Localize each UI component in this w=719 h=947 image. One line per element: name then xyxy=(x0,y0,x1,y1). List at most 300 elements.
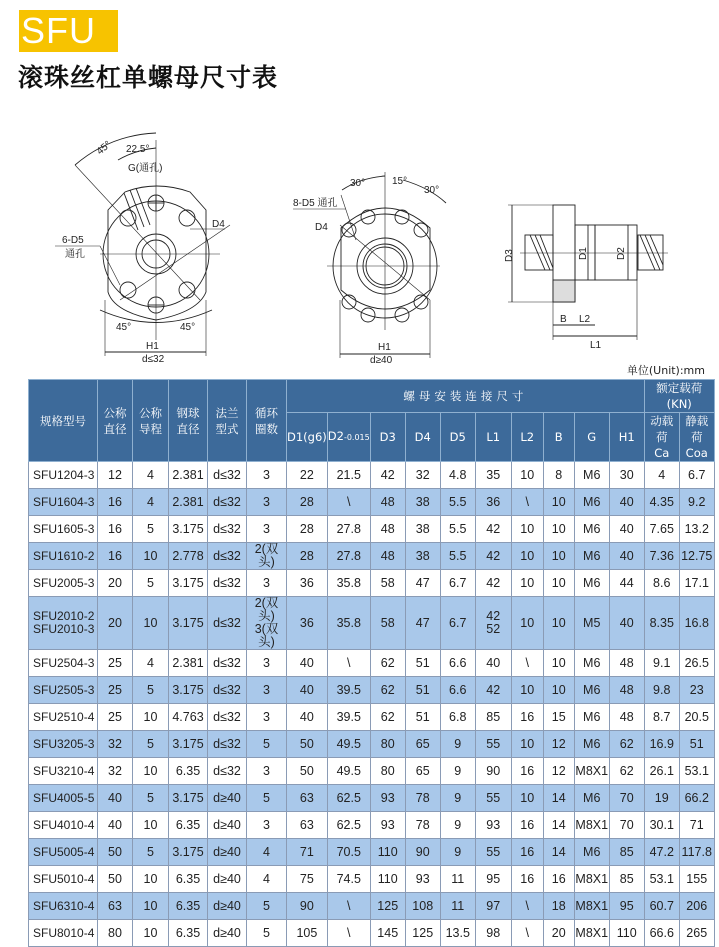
table-cell: 78 xyxy=(405,785,440,812)
table-cell: 25 xyxy=(98,677,133,704)
label-angle-45: 45° xyxy=(94,139,114,158)
header-d1: D1(g6) xyxy=(287,413,328,462)
technical-drawings xyxy=(0,115,719,370)
table-cell: 10 xyxy=(543,516,574,543)
table-cell: 6.7 xyxy=(440,570,475,597)
table-cell: 11 xyxy=(440,866,475,893)
table-cell: 16 xyxy=(511,704,543,731)
svg-text:6-D5: 6-D5 xyxy=(62,235,84,246)
table-cell: 97 xyxy=(475,893,511,920)
table-cell: 35.8 xyxy=(327,570,370,597)
page-title: 滚珠丝杠单螺母尺寸表 xyxy=(18,63,279,92)
table-cell: 58 xyxy=(370,597,405,650)
table-cell: d≤32 xyxy=(208,650,247,677)
table-cell: 12 xyxy=(543,731,574,758)
svg-text:22.5°: 22.5° xyxy=(126,144,150,155)
table-cell: 20 xyxy=(98,570,133,597)
model-cell: SFU4010-4 xyxy=(29,812,98,839)
model-cell: SFU8010-4 xyxy=(29,920,98,947)
table-cell: 38 xyxy=(405,516,440,543)
svg-text:H1: H1 xyxy=(378,342,391,353)
header-nut-group: 螺母安装连接尺寸 xyxy=(287,380,645,413)
table-cell: M8X1 xyxy=(574,893,609,920)
svg-text:D3: D3 xyxy=(504,249,515,262)
table-cell: 4 xyxy=(247,866,287,893)
model-cell: SFU6310-4 xyxy=(29,893,98,920)
model-cell: SFU5010-4 xyxy=(29,866,98,893)
table-cell: 65 xyxy=(405,731,440,758)
header-g: G xyxy=(574,413,609,462)
table-cell: 9 xyxy=(440,812,475,839)
header-b: B xyxy=(543,413,574,462)
table-cell: 11 xyxy=(440,893,475,920)
table-cell: 5 xyxy=(133,839,169,866)
table-cell: 27.8 xyxy=(327,516,370,543)
table-cell: 47 xyxy=(405,570,440,597)
table-row xyxy=(29,516,715,543)
table-row xyxy=(29,704,715,731)
table-cell: 62 xyxy=(609,731,644,758)
table-cell: 4 xyxy=(133,489,169,516)
table-row xyxy=(29,597,715,650)
table-cell: 70 xyxy=(609,812,644,839)
table-cell: 26.5 xyxy=(679,650,714,677)
table-cell: 3 xyxy=(247,677,287,704)
table-cell: 30 xyxy=(609,462,644,489)
table-cell: 6.7 xyxy=(679,462,714,489)
table-cell: 14 xyxy=(543,812,574,839)
table-cell: d≤32 xyxy=(208,543,247,570)
table-cell: 4.8 xyxy=(440,462,475,489)
table-cell: 39.5 xyxy=(327,677,370,704)
table-cell: 90 xyxy=(287,893,328,920)
table-cell: 40 xyxy=(287,704,328,731)
table-cell: 55 xyxy=(475,785,511,812)
table-cell: 265 xyxy=(679,920,714,947)
table-cell: 36 xyxy=(287,597,328,650)
table-cell: 14 xyxy=(543,785,574,812)
table-cell: 10 xyxy=(133,597,169,650)
table-cell: 6.35 xyxy=(169,758,208,785)
table-cell: 4 xyxy=(644,462,679,489)
table-cell: 93 xyxy=(370,812,405,839)
table-cell: 5 xyxy=(133,731,169,758)
table-row xyxy=(29,677,715,704)
table-cell: M6 xyxy=(574,489,609,516)
table-cell: 3 xyxy=(247,650,287,677)
table-cell: 48 xyxy=(609,650,644,677)
table-cell: 155 xyxy=(679,866,714,893)
table-cell: 25 xyxy=(98,704,133,731)
table-cell: 3 xyxy=(247,570,287,597)
table-cell: 10 xyxy=(511,731,543,758)
model-cell: SFU3205-3 xyxy=(29,731,98,758)
table-cell: \ xyxy=(511,489,543,516)
model-cell: SFU5005-4 xyxy=(29,839,98,866)
table-cell: M6 xyxy=(574,650,609,677)
table-cell: 5.5 xyxy=(440,516,475,543)
table-cell: 95 xyxy=(475,866,511,893)
table-cell: 4 xyxy=(247,839,287,866)
table-cell: 6.35 xyxy=(169,812,208,839)
svg-text:30°: 30° xyxy=(350,178,366,189)
table-cell: d≤32 xyxy=(208,704,247,731)
header-d3: D3 xyxy=(370,413,405,462)
table-cell: 20 xyxy=(98,597,133,650)
table-cell: 5 xyxy=(247,920,287,947)
table-cell: 32 xyxy=(98,731,133,758)
spec-table-body xyxy=(29,462,715,947)
table-cell: 62.5 xyxy=(327,812,370,839)
table-cell: d≤32 xyxy=(208,489,247,516)
table-cell: 16.9 xyxy=(644,731,679,758)
table-cell: 40 xyxy=(287,650,328,677)
table-cell: 10 xyxy=(133,543,169,570)
table-cell: 71 xyxy=(679,812,714,839)
table-cell: 62.5 xyxy=(327,785,370,812)
table-cell: 16 xyxy=(511,812,543,839)
table-cell: 3 xyxy=(247,704,287,731)
table-cell: 40 xyxy=(609,489,644,516)
table-cell: 80 xyxy=(370,731,405,758)
table-cell: 93 xyxy=(475,812,511,839)
header-coa: 静载荷 Coa xyxy=(679,413,714,462)
table-cell: d≤32 xyxy=(208,462,247,489)
table-cell: 2.381 xyxy=(169,650,208,677)
model-cell: SFU2005-3 xyxy=(29,570,98,597)
table-cell: 51 xyxy=(679,731,714,758)
model-cell: SFU1604-3 xyxy=(29,489,98,516)
svg-text:D1: D1 xyxy=(578,247,589,260)
table-cell: 5 xyxy=(133,785,169,812)
table-cell: 50 xyxy=(98,866,133,893)
table-cell: 10 xyxy=(511,677,543,704)
table-cell: 5 xyxy=(133,677,169,704)
table-cell: 3 xyxy=(247,489,287,516)
svg-text:30°: 30° xyxy=(424,185,440,196)
table-cell: 20.5 xyxy=(679,704,714,731)
table-cell: 6.35 xyxy=(169,893,208,920)
table-cell: 7.36 xyxy=(644,543,679,570)
table-cell: 39.5 xyxy=(327,704,370,731)
table-cell: d≤32 xyxy=(208,758,247,785)
table-cell: d≥40 xyxy=(208,866,247,893)
header-ball-dia: 钢球 直径 xyxy=(169,380,208,462)
table-cell: 20 xyxy=(543,920,574,947)
table-cell: 40 xyxy=(609,597,644,650)
table-cell: 19 xyxy=(644,785,679,812)
table-cell: 2(双头) xyxy=(247,543,287,570)
table-cell: 17.1 xyxy=(679,570,714,597)
table-cell: \ xyxy=(327,920,370,947)
table-cell: 2(双头) 3(双头) xyxy=(247,597,287,650)
table-cell: 48 xyxy=(609,677,644,704)
table-cell: 62 xyxy=(370,650,405,677)
table-cell: 40 xyxy=(287,677,328,704)
table-cell: 60.7 xyxy=(644,893,679,920)
table-cell: 40 xyxy=(475,650,511,677)
header-nominal-dia: 公称 直径 xyxy=(98,380,133,462)
table-cell: 10 xyxy=(133,704,169,731)
table-cell: 13.5 xyxy=(440,920,475,947)
table-row xyxy=(29,866,715,893)
table-cell: M8X1 xyxy=(574,812,609,839)
table-cell: 9 xyxy=(440,731,475,758)
table-cell: 4.35 xyxy=(644,489,679,516)
table-cell: 117.8 xyxy=(679,839,714,866)
model-cell: SFU2504-3 xyxy=(29,650,98,677)
table-cell: 3 xyxy=(247,516,287,543)
table-cell: 10 xyxy=(511,597,543,650)
table-cell: 85 xyxy=(475,704,511,731)
table-cell: 85 xyxy=(609,866,644,893)
table-cell: 22 xyxy=(287,462,328,489)
table-cell: 38 xyxy=(405,543,440,570)
svg-text:45°: 45° xyxy=(180,322,196,333)
table-cell: 3.175 xyxy=(169,677,208,704)
table-cell: 16.8 xyxy=(679,597,714,650)
table-cell: 10 xyxy=(133,866,169,893)
table-cell: M6 xyxy=(574,516,609,543)
model-cell: SFU2010-2 SFU2010-3 xyxy=(29,597,98,650)
table-cell: 6.6 xyxy=(440,677,475,704)
table-cell: \ xyxy=(327,489,370,516)
header-d5: D5 xyxy=(440,413,475,462)
table-cell: 8.6 xyxy=(644,570,679,597)
table-cell: 35.8 xyxy=(327,597,370,650)
model-cell: SFU1605-3 xyxy=(29,516,98,543)
table-cell: 42 xyxy=(475,516,511,543)
table-cell: 10 xyxy=(511,570,543,597)
header-lead: 公称 导程 xyxy=(133,380,169,462)
table-cell: 48 xyxy=(609,704,644,731)
table-cell: 95 xyxy=(609,893,644,920)
table-cell: 66.2 xyxy=(679,785,714,812)
table-cell: d≤32 xyxy=(208,570,247,597)
table-cell: M6 xyxy=(574,785,609,812)
table-cell: 62 xyxy=(609,758,644,785)
table-cell: 10 xyxy=(133,920,169,947)
svg-text:D2: D2 xyxy=(616,247,627,260)
brand-badge: SFU xyxy=(19,10,118,52)
table-cell: 40 xyxy=(609,543,644,570)
table-cell: 12.75 xyxy=(679,543,714,570)
table-cell: d≤32 xyxy=(208,597,247,650)
table-cell: 6.35 xyxy=(169,866,208,893)
table-cell: \ xyxy=(511,920,543,947)
table-cell: 42 xyxy=(475,677,511,704)
table-cell: 8 xyxy=(543,462,574,489)
table-cell: 50 xyxy=(287,758,328,785)
table-cell: 90 xyxy=(475,758,511,785)
svg-text:d≥40: d≥40 xyxy=(370,355,393,366)
table-cell: 105 xyxy=(287,920,328,947)
table-cell: 2.381 xyxy=(169,489,208,516)
table-cell: 70.5 xyxy=(327,839,370,866)
table-cell: 6.8 xyxy=(440,704,475,731)
table-cell: 32 xyxy=(405,462,440,489)
table-cell: 8.35 xyxy=(644,597,679,650)
table-cell: 3 xyxy=(247,462,287,489)
model-cell: SFU1610-2 xyxy=(29,543,98,570)
header-l2: L2 xyxy=(511,413,543,462)
table-cell: M6 xyxy=(574,570,609,597)
table-cell: d≥40 xyxy=(208,839,247,866)
table-cell: 13.2 xyxy=(679,516,714,543)
table-cell: 6.6 xyxy=(440,650,475,677)
table-cell: 110 xyxy=(370,839,405,866)
table-cell: 40 xyxy=(98,812,133,839)
table-cell: 14 xyxy=(543,839,574,866)
table-cell: 63 xyxy=(287,785,328,812)
table-cell: 4 xyxy=(133,650,169,677)
table-cell: 48 xyxy=(370,489,405,516)
table-cell: 5 xyxy=(247,731,287,758)
table-cell: 63 xyxy=(98,893,133,920)
table-row xyxy=(29,543,715,570)
table-cell: M8X1 xyxy=(574,866,609,893)
svg-text:d≤32: d≤32 xyxy=(142,354,165,365)
table-cell: 3.175 xyxy=(169,570,208,597)
table-cell: 9 xyxy=(440,839,475,866)
table-cell: M6 xyxy=(574,677,609,704)
table-cell: 16 xyxy=(98,543,133,570)
table-cell: 90 xyxy=(405,839,440,866)
table-cell: 32 xyxy=(98,758,133,785)
table-cell: 27.8 xyxy=(327,543,370,570)
table-cell: 50 xyxy=(98,839,133,866)
table-cell: 44 xyxy=(609,570,644,597)
table-cell: 26.1 xyxy=(644,758,679,785)
table-cell: 10 xyxy=(133,758,169,785)
table-cell: 51 xyxy=(405,677,440,704)
table-cell: 16 xyxy=(98,516,133,543)
table-cell: 10 xyxy=(133,893,169,920)
table-cell: 12 xyxy=(543,758,574,785)
table-cell: 98 xyxy=(475,920,511,947)
table-cell: 10 xyxy=(543,543,574,570)
table-cell: 62 xyxy=(370,704,405,731)
table-cell: \ xyxy=(511,893,543,920)
table-cell: 25 xyxy=(98,650,133,677)
table-cell: 62 xyxy=(370,677,405,704)
table-cell: 48 xyxy=(370,516,405,543)
flange-drawing-large xyxy=(293,172,446,366)
table-cell: 71 xyxy=(287,839,328,866)
nut-side-view xyxy=(504,205,668,351)
table-cell: 10 xyxy=(543,597,574,650)
table-cell: 36 xyxy=(287,570,328,597)
table-row xyxy=(29,650,715,677)
svg-text:8-D5 通孔: 8-D5 通孔 xyxy=(293,198,338,209)
header-l1: L1 xyxy=(475,413,511,462)
table-cell: 42 xyxy=(475,543,511,570)
table-cell: M8X1 xyxy=(574,920,609,947)
table-cell: d≥40 xyxy=(208,812,247,839)
table-cell: 125 xyxy=(405,920,440,947)
table-cell: 55 xyxy=(475,839,511,866)
table-cell: 63 xyxy=(287,812,328,839)
header-ca: 动载荷 Ca xyxy=(644,413,679,462)
table-cell: 23 xyxy=(679,677,714,704)
table-cell: 8.7 xyxy=(644,704,679,731)
header-d4: D4 xyxy=(405,413,440,462)
table-cell: 38 xyxy=(405,489,440,516)
table-row xyxy=(29,758,715,785)
table-cell: 42 xyxy=(370,462,405,489)
model-cell: SFU2510-4 xyxy=(29,704,98,731)
table-cell: 3.175 xyxy=(169,597,208,650)
table-cell: 108 xyxy=(405,893,440,920)
table-cell: 206 xyxy=(679,893,714,920)
table-cell: M6 xyxy=(574,839,609,866)
table-cell: 9 xyxy=(440,785,475,812)
table-row xyxy=(29,489,715,516)
table-cell: 65 xyxy=(405,758,440,785)
table-cell: 9 xyxy=(440,758,475,785)
table-cell: \ xyxy=(327,650,370,677)
header-load-group: 额定载荷(KN) xyxy=(644,380,714,413)
table-cell: 9.2 xyxy=(679,489,714,516)
table-cell: d≤32 xyxy=(208,731,247,758)
table-cell: 93 xyxy=(370,785,405,812)
table-row xyxy=(29,785,715,812)
table-cell: \ xyxy=(511,650,543,677)
table-cell: 40 xyxy=(609,516,644,543)
table-cell: 47.2 xyxy=(644,839,679,866)
svg-text:D4: D4 xyxy=(212,219,225,230)
table-cell: 58 xyxy=(370,570,405,597)
table-cell: d≤32 xyxy=(208,677,247,704)
header-circuits: 循环 圈数 xyxy=(247,380,287,462)
table-cell: d≥40 xyxy=(208,920,247,947)
table-cell: 18 xyxy=(543,893,574,920)
table-cell: 16 xyxy=(543,866,574,893)
svg-text:L1: L1 xyxy=(590,340,602,351)
table-cell: 35 xyxy=(475,462,511,489)
table-row xyxy=(29,812,715,839)
table-cell: 145 xyxy=(370,920,405,947)
table-cell: 30.1 xyxy=(644,812,679,839)
table-cell: 10 xyxy=(133,812,169,839)
table-cell: 28 xyxy=(287,516,328,543)
table-cell: 110 xyxy=(370,866,405,893)
table-cell: 80 xyxy=(370,758,405,785)
table-cell: 51 xyxy=(405,650,440,677)
table-cell: d≥40 xyxy=(208,785,247,812)
header-flange: 法兰 型式 xyxy=(208,380,247,462)
model-cell: SFU4005-5 xyxy=(29,785,98,812)
svg-text:B: B xyxy=(560,314,567,325)
table-cell: 51 xyxy=(405,704,440,731)
table-cell: 16 xyxy=(98,489,133,516)
table-cell: 10 xyxy=(511,462,543,489)
unit-note: 单位(Unit):mm xyxy=(626,364,705,377)
table-cell: 10 xyxy=(543,489,574,516)
spec-table xyxy=(28,379,715,947)
table-row xyxy=(29,839,715,866)
table-cell: 66.6 xyxy=(644,920,679,947)
table-row xyxy=(29,893,715,920)
flange-drawing-small xyxy=(55,133,230,365)
svg-text:G(通孔): G(通孔) xyxy=(128,163,163,174)
table-cell: 49.5 xyxy=(327,758,370,785)
table-cell: 48 xyxy=(370,543,405,570)
svg-text:L2: L2 xyxy=(579,314,591,325)
table-cell: 47 xyxy=(405,597,440,650)
table-cell: M6 xyxy=(574,731,609,758)
table-cell: d≥40 xyxy=(208,893,247,920)
